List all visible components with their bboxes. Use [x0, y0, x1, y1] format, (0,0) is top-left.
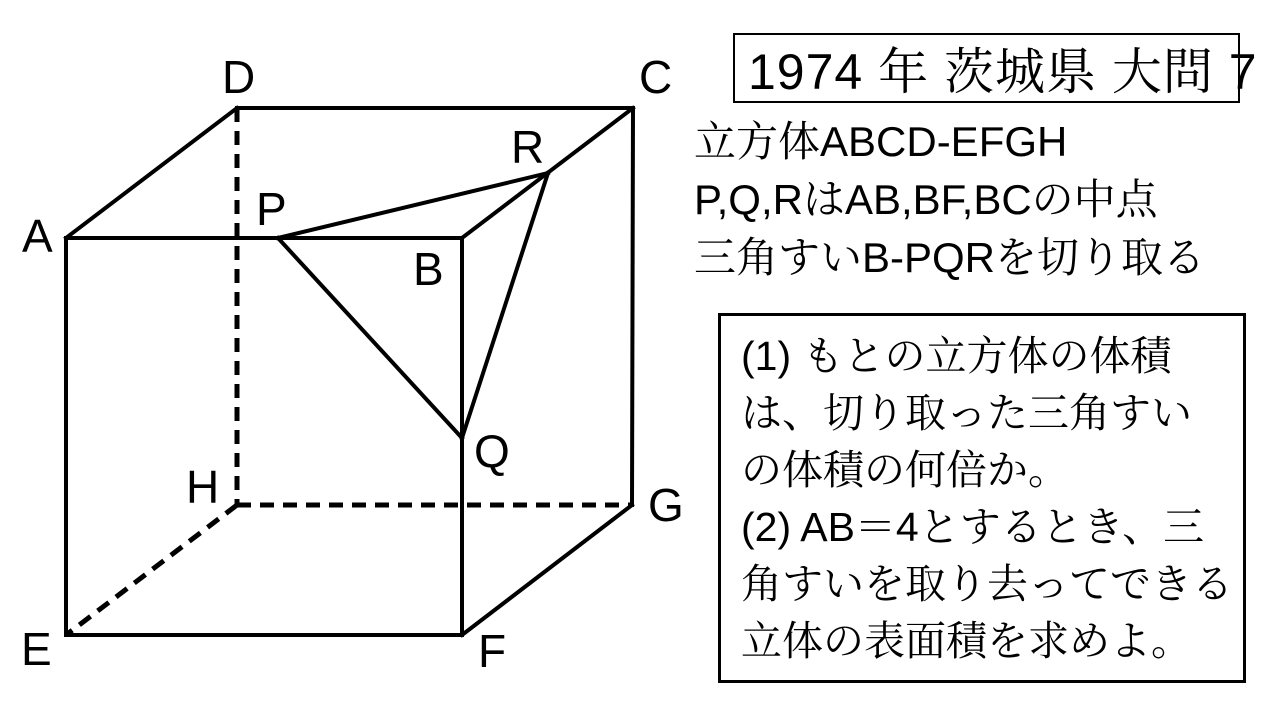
edge-fg — [462, 505, 632, 635]
point-label-r: R — [511, 121, 545, 173]
vertex-label-b: B — [413, 243, 444, 295]
vertex-label-g: G — [648, 479, 684, 531]
question-line: (1) もとの立方体の体積 — [741, 333, 1172, 379]
point-label-p: P — [256, 183, 287, 235]
vertex-label-c: C — [639, 51, 673, 103]
point-label-q: Q — [474, 425, 510, 477]
question-line: は、切り取った三角すい — [741, 390, 1192, 436]
question-box — [718, 313, 1246, 683]
vertex-label-a: A — [22, 210, 53, 262]
segment-rq — [462, 173, 548, 438]
description-line: P,Q,RはAB,BF,BCの中点 — [694, 176, 1158, 223]
description-line: 三角すいB-PQRを切り取る — [694, 234, 1206, 281]
title-text: 1974 年 茨城県 大問 7 — [748, 44, 1258, 100]
title-box — [733, 33, 1258, 103]
vertex-label-f: F — [478, 625, 507, 677]
edge-he — [66, 505, 237, 635]
vertex-label-e: E — [21, 623, 52, 675]
edge-cg — [632, 108, 633, 505]
vertex-label-d: D — [222, 51, 256, 103]
vertex-label-h: H — [186, 461, 220, 513]
question-line: (2) AB＝4とするとき、三 — [741, 504, 1205, 550]
question-line: 角すいを取り去ってできる — [741, 561, 1233, 607]
edge-da — [66, 108, 237, 238]
description-line: 立方体ABCD-EFGH — [694, 118, 1068, 165]
question-line: 立体の表面積を求めよ。 — [741, 618, 1192, 664]
problem-description — [694, 113, 1280, 287]
question-line: の体積の何倍か。 — [741, 447, 1069, 493]
